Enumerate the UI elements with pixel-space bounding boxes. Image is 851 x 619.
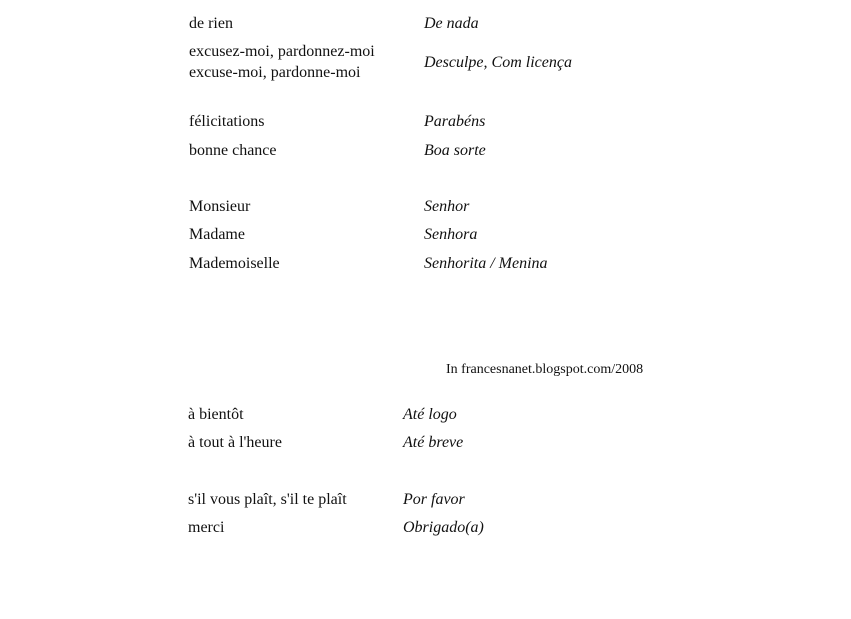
portuguese-translation: Obrigado(a)	[403, 519, 484, 536]
french-phrase: s'il vous plaît, s'il te plaît	[188, 491, 347, 508]
french-phrase: de rien	[189, 15, 233, 32]
french-phrase: à bientôt	[188, 406, 244, 423]
source-citation: In francesnanet.blogspot.com/2008	[446, 362, 644, 377]
french-phrase: à tout à l'heure	[188, 434, 282, 451]
portuguese-translation: Até breve	[403, 434, 464, 451]
portuguese-translation: Senhora	[424, 226, 478, 243]
french-phrase: Madame	[189, 226, 245, 243]
portuguese-translation: De nada	[424, 15, 479, 32]
french-phrase: excuse-moi, pardonne-moi	[189, 64, 361, 81]
portuguese-translation: Boa sorte	[424, 142, 486, 159]
portuguese-translation: Parabéns	[424, 113, 486, 130]
portuguese-translation: Até logo	[403, 406, 457, 423]
french-phrase: excusez-moi, pardonnez-moi	[189, 43, 375, 60]
french-phrase: bonne chance	[189, 142, 277, 159]
french-phrase: merci	[188, 519, 225, 536]
french-phrase: Mademoiselle	[189, 255, 280, 272]
portuguese-translation: Desculpe, Com licença	[424, 54, 572, 71]
portuguese-translation: Senhorita / Menina	[424, 255, 548, 272]
portuguese-translation: Por favor	[403, 491, 465, 508]
french-phrase: félicitations	[189, 113, 265, 130]
portuguese-translation: Senhor	[424, 198, 470, 215]
french-phrase: Monsieur	[189, 198, 251, 215]
